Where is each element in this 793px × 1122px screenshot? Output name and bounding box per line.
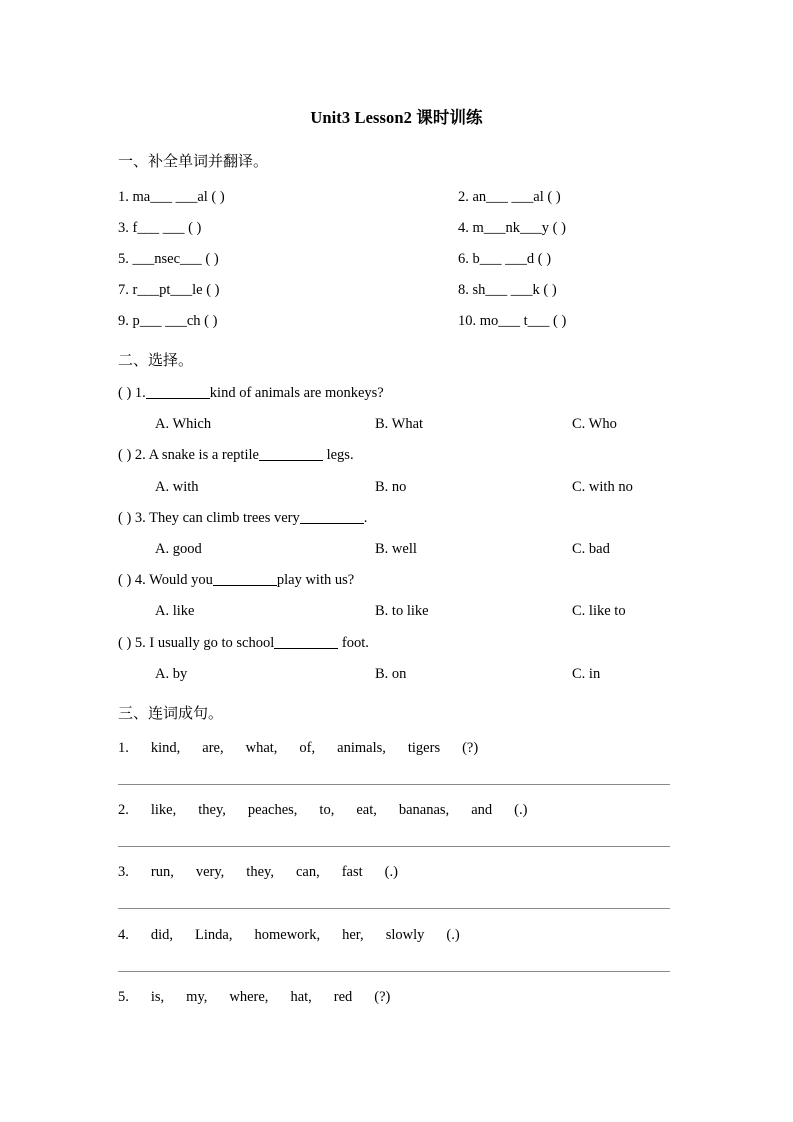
scramble-1-num: 1.	[118, 740, 129, 756]
choice-blank-2	[259, 460, 323, 461]
word-item-1: 1. ma___ ___al ( )	[118, 189, 225, 205]
choice-marker-2: ( ) 2.	[118, 447, 146, 463]
answer-rule-3[interactable]	[118, 908, 670, 909]
choice-3-option-b[interactable]: B. well	[375, 541, 417, 557]
choice-text-3-pre: They can climb trees very	[149, 510, 300, 526]
choice-text-3-post: .	[363, 510, 368, 526]
scramble-1-word-2: are,	[202, 740, 224, 756]
choice-text-4-post: play with us?	[276, 572, 355, 588]
scramble-2-word-2: they,	[198, 802, 226, 818]
choice-5-option-b[interactable]: B. on	[375, 666, 407, 682]
choice-marker-3: ( ) 3.	[118, 510, 146, 526]
scramble-item-3	[118, 865, 398, 880]
scramble-3-word-2: very,	[195, 864, 225, 880]
scramble-5-word-5: red	[333, 989, 353, 1005]
choice-5-option-a[interactable]: A. by	[155, 666, 188, 682]
choice-question-5	[118, 636, 369, 651]
scramble-item-2	[118, 803, 527, 818]
scramble-5-word-4: hat,	[290, 989, 312, 1005]
choice-question-2	[118, 448, 354, 463]
scramble-2-num: 2.	[118, 802, 129, 818]
scramble-4-word-5: slowly	[385, 927, 425, 943]
scramble-1-punct: (?)	[462, 740, 479, 756]
scramble-4-word-3: homework,	[254, 927, 321, 943]
choice-3-option-c[interactable]: C. bad	[572, 541, 610, 557]
word-item-6: 6. b___ ___d ( )	[458, 251, 552, 267]
choice-4-option-a[interactable]: A. like	[155, 603, 195, 619]
scramble-2-word-3: peaches,	[247, 802, 298, 818]
choice-question-4	[118, 573, 354, 588]
scramble-4-word-4: her,	[342, 927, 364, 943]
choice-text-2-pre: A snake is a reptile	[148, 447, 259, 463]
scramble-5-word-1: is,	[150, 989, 165, 1005]
section-one-header: 一、补全单词并翻译。	[118, 154, 269, 170]
choice-text-1: kind of animals are monkeys?	[209, 385, 384, 401]
answer-rule-2[interactable]	[118, 846, 670, 847]
word-item-2: 2. an___ ___al ( )	[458, 189, 561, 205]
scramble-5-num: 5.	[118, 989, 129, 1005]
scramble-2-word-7: and	[471, 802, 493, 818]
scramble-item-1	[118, 741, 478, 756]
choice-3-option-a[interactable]: A. good	[155, 541, 202, 557]
choice-2-option-b[interactable]: B. no	[375, 479, 407, 495]
scramble-item-5	[118, 990, 390, 1005]
choice-text-5-pre: I usually go to school	[149, 635, 275, 651]
scramble-5-punct: (?)	[374, 989, 391, 1005]
answer-rule-1[interactable]	[118, 784, 670, 785]
scramble-4-num: 4.	[118, 927, 129, 943]
scramble-item-4	[118, 928, 460, 943]
scramble-4-word-1: did,	[150, 927, 174, 943]
scramble-2-word-4: to,	[319, 802, 335, 818]
scramble-3-word-3: they,	[246, 864, 274, 880]
choice-1-option-b[interactable]: B. What	[375, 416, 424, 432]
choice-blank-5	[274, 648, 338, 649]
scramble-4-punct: (.)	[446, 927, 460, 943]
choice-marker-5: ( ) 5.	[118, 635, 146, 651]
scramble-4-word-2: Linda,	[195, 927, 233, 943]
choice-4-option-b[interactable]: B. to like	[375, 603, 429, 619]
scramble-1-word-1: kind,	[150, 740, 181, 756]
word-item-8: 8. sh___ ___k ( )	[458, 282, 557, 298]
choice-1-option-a[interactable]: A. Which	[155, 416, 212, 432]
choice-5-option-c[interactable]: C. in	[572, 666, 601, 682]
scramble-1-word-3: what,	[245, 740, 278, 756]
choice-text-2-post: legs.	[326, 447, 354, 463]
choice-1-option-c[interactable]: C. Who	[572, 416, 617, 432]
scramble-3-word-5: fast	[341, 864, 363, 880]
scramble-3-num: 3.	[118, 864, 129, 880]
answer-rule-4[interactable]	[118, 971, 670, 972]
scramble-1-word-6: tigers	[407, 740, 441, 756]
choice-marker-1: ( ) 1.	[118, 385, 146, 401]
page-title: Unit3 Lesson2 课时训练	[310, 108, 483, 127]
word-item-3: 3. f___ ___ ( )	[118, 220, 202, 236]
scramble-2-word-1: like,	[150, 802, 177, 818]
choice-2-option-a[interactable]: A. with	[155, 479, 199, 495]
choice-marker-4: ( ) 4.	[118, 572, 146, 588]
scramble-2-word-6: bananas,	[398, 802, 450, 818]
section-two-header: 二、选择。	[118, 353, 194, 369]
word-item-4: 4. m___nk___y ( )	[458, 220, 566, 236]
scramble-5-word-3: where,	[229, 989, 269, 1005]
scramble-3-word-1: run,	[150, 864, 174, 880]
choice-question-3	[118, 511, 367, 526]
choice-4-option-c[interactable]: C. like to	[572, 603, 626, 619]
word-item-10: 10. mo___ t___ ( )	[458, 313, 567, 329]
scramble-1-word-4: of,	[299, 740, 316, 756]
choice-blank-4	[213, 585, 277, 586]
scramble-1-word-5: animals,	[337, 740, 386, 756]
choice-text-5-post: foot.	[341, 635, 369, 651]
scramble-3-word-4: can,	[295, 864, 320, 880]
choice-blank-3	[300, 523, 364, 524]
scramble-2-punct: (.)	[514, 802, 528, 818]
section-three-header: 三、连词成句。	[118, 706, 224, 722]
choice-2-option-c[interactable]: C. with no	[572, 479, 633, 495]
choice-question-1	[118, 386, 384, 401]
word-item-9: 9. p___ ___ch ( )	[118, 313, 218, 329]
word-item-7: 7. r___pt___le ( )	[118, 282, 220, 298]
choice-text-4-pre: Would you	[149, 572, 213, 588]
scramble-2-word-5: eat,	[356, 802, 377, 818]
scramble-3-punct: (.)	[384, 864, 398, 880]
choice-blank-1	[146, 398, 210, 399]
word-item-5: 5. ___nsec___ ( )	[118, 251, 219, 267]
scramble-5-word-2: my,	[186, 989, 208, 1005]
